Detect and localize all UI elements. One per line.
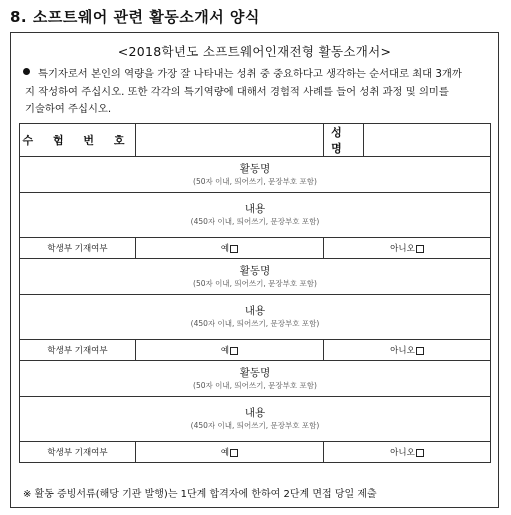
section-heading: 8. 소프트웨어 관련 활동소개서 양식	[10, 8, 260, 26]
activity-content-field[interactable]	[20, 397, 491, 442]
record-yes-option[interactable]	[136, 442, 324, 463]
checkbox-icon[interactable]	[416, 245, 424, 253]
activity-content-field[interactable]	[20, 295, 491, 340]
record-no-option[interactable]	[324, 238, 491, 259]
activity-name-field[interactable]	[20, 259, 491, 295]
footnote: ※ 활동 증빙서류(해당 기관 발행)는 1단계 합격자에 한하여 2단계 면접 당일 제출	[23, 489, 377, 500]
instructions	[25, 66, 490, 119]
record-no-option[interactable]	[324, 340, 491, 361]
name-label: 성 명	[324, 124, 364, 157]
checkbox-icon[interactable]	[230, 347, 238, 355]
form-frame	[10, 32, 499, 508]
checkbox-icon[interactable]	[230, 245, 238, 253]
instruction-line: 특기자로서 본인의 역량을 가장 잘 나타내는 성취 중 중요하다고 생각하는 순서대로 최대 3개까	[38, 68, 462, 80]
exam-number-field[interactable]	[136, 124, 324, 157]
record-yes-option[interactable]	[136, 340, 324, 361]
activity-name-label: 활동명	[239, 366, 271, 379]
instruction-line: 기술하여 주십시오.	[25, 103, 112, 115]
form-title: <2018학년도 소프트웨어인재전형 활동소개서>	[117, 44, 392, 59]
exam-number-label: 수 험 번 호	[20, 124, 136, 157]
record-label: 학생부 기재여부	[20, 442, 136, 463]
record-label: 학생부 기재여부	[20, 238, 136, 259]
no-label: 아니오	[390, 448, 415, 458]
name-field[interactable]	[364, 124, 491, 157]
checkbox-icon[interactable]	[230, 449, 238, 457]
activity-name-hint: (50자 이내, 띄어쓰기, 문장부호 포함)	[193, 176, 317, 186]
activity-name-label: 활동명	[239, 162, 271, 175]
no-label: 아니오	[390, 244, 415, 254]
activity-name-label: 활동명	[239, 264, 271, 277]
record-label: 학생부 기재여부	[20, 340, 136, 361]
instruction-line: 지 작성하여 주십시오. 또한 각각의 특기역량에 대해서 경험적 사례를 들어 성취 과정 및 의미를	[25, 85, 449, 98]
activity-content-hint: (450자 이내, 띄어쓰기, 문장부호 포함)	[190, 319, 320, 328]
bullet-icon	[23, 68, 30, 75]
record-no-option[interactable]	[324, 442, 491, 463]
activity-content-label: 내용	[244, 305, 266, 317]
activity-name-hint: (50자 이내, 띄어쓰기, 문장부호 포함)	[193, 380, 317, 390]
activity-content-hint: (450자 이내, 띄어쓰기, 문장부호 포함)	[190, 217, 320, 226]
activity-content-field[interactable]	[20, 193, 491, 238]
activity-name-field[interactable]	[20, 157, 491, 193]
record-yes-option[interactable]	[136, 238, 324, 259]
checkbox-icon[interactable]	[416, 347, 424, 355]
activity-content-label: 내용	[244, 407, 266, 419]
activity-name-hint: (50자 이내, 띄어쓰기, 문장부호 포함)	[193, 278, 317, 288]
no-label: 아니오	[390, 346, 415, 356]
activity-form-table	[19, 123, 491, 463]
activity-content-label: 내용	[244, 203, 266, 215]
activity-content-hint: (450자 이내, 띄어쓰기, 문장부호 포함)	[190, 421, 320, 430]
yes-label: 예	[220, 244, 230, 254]
activity-name-field[interactable]	[20, 361, 491, 397]
checkbox-icon[interactable]	[416, 449, 424, 457]
yes-label: 예	[220, 346, 230, 356]
yes-label: 예	[220, 448, 230, 458]
